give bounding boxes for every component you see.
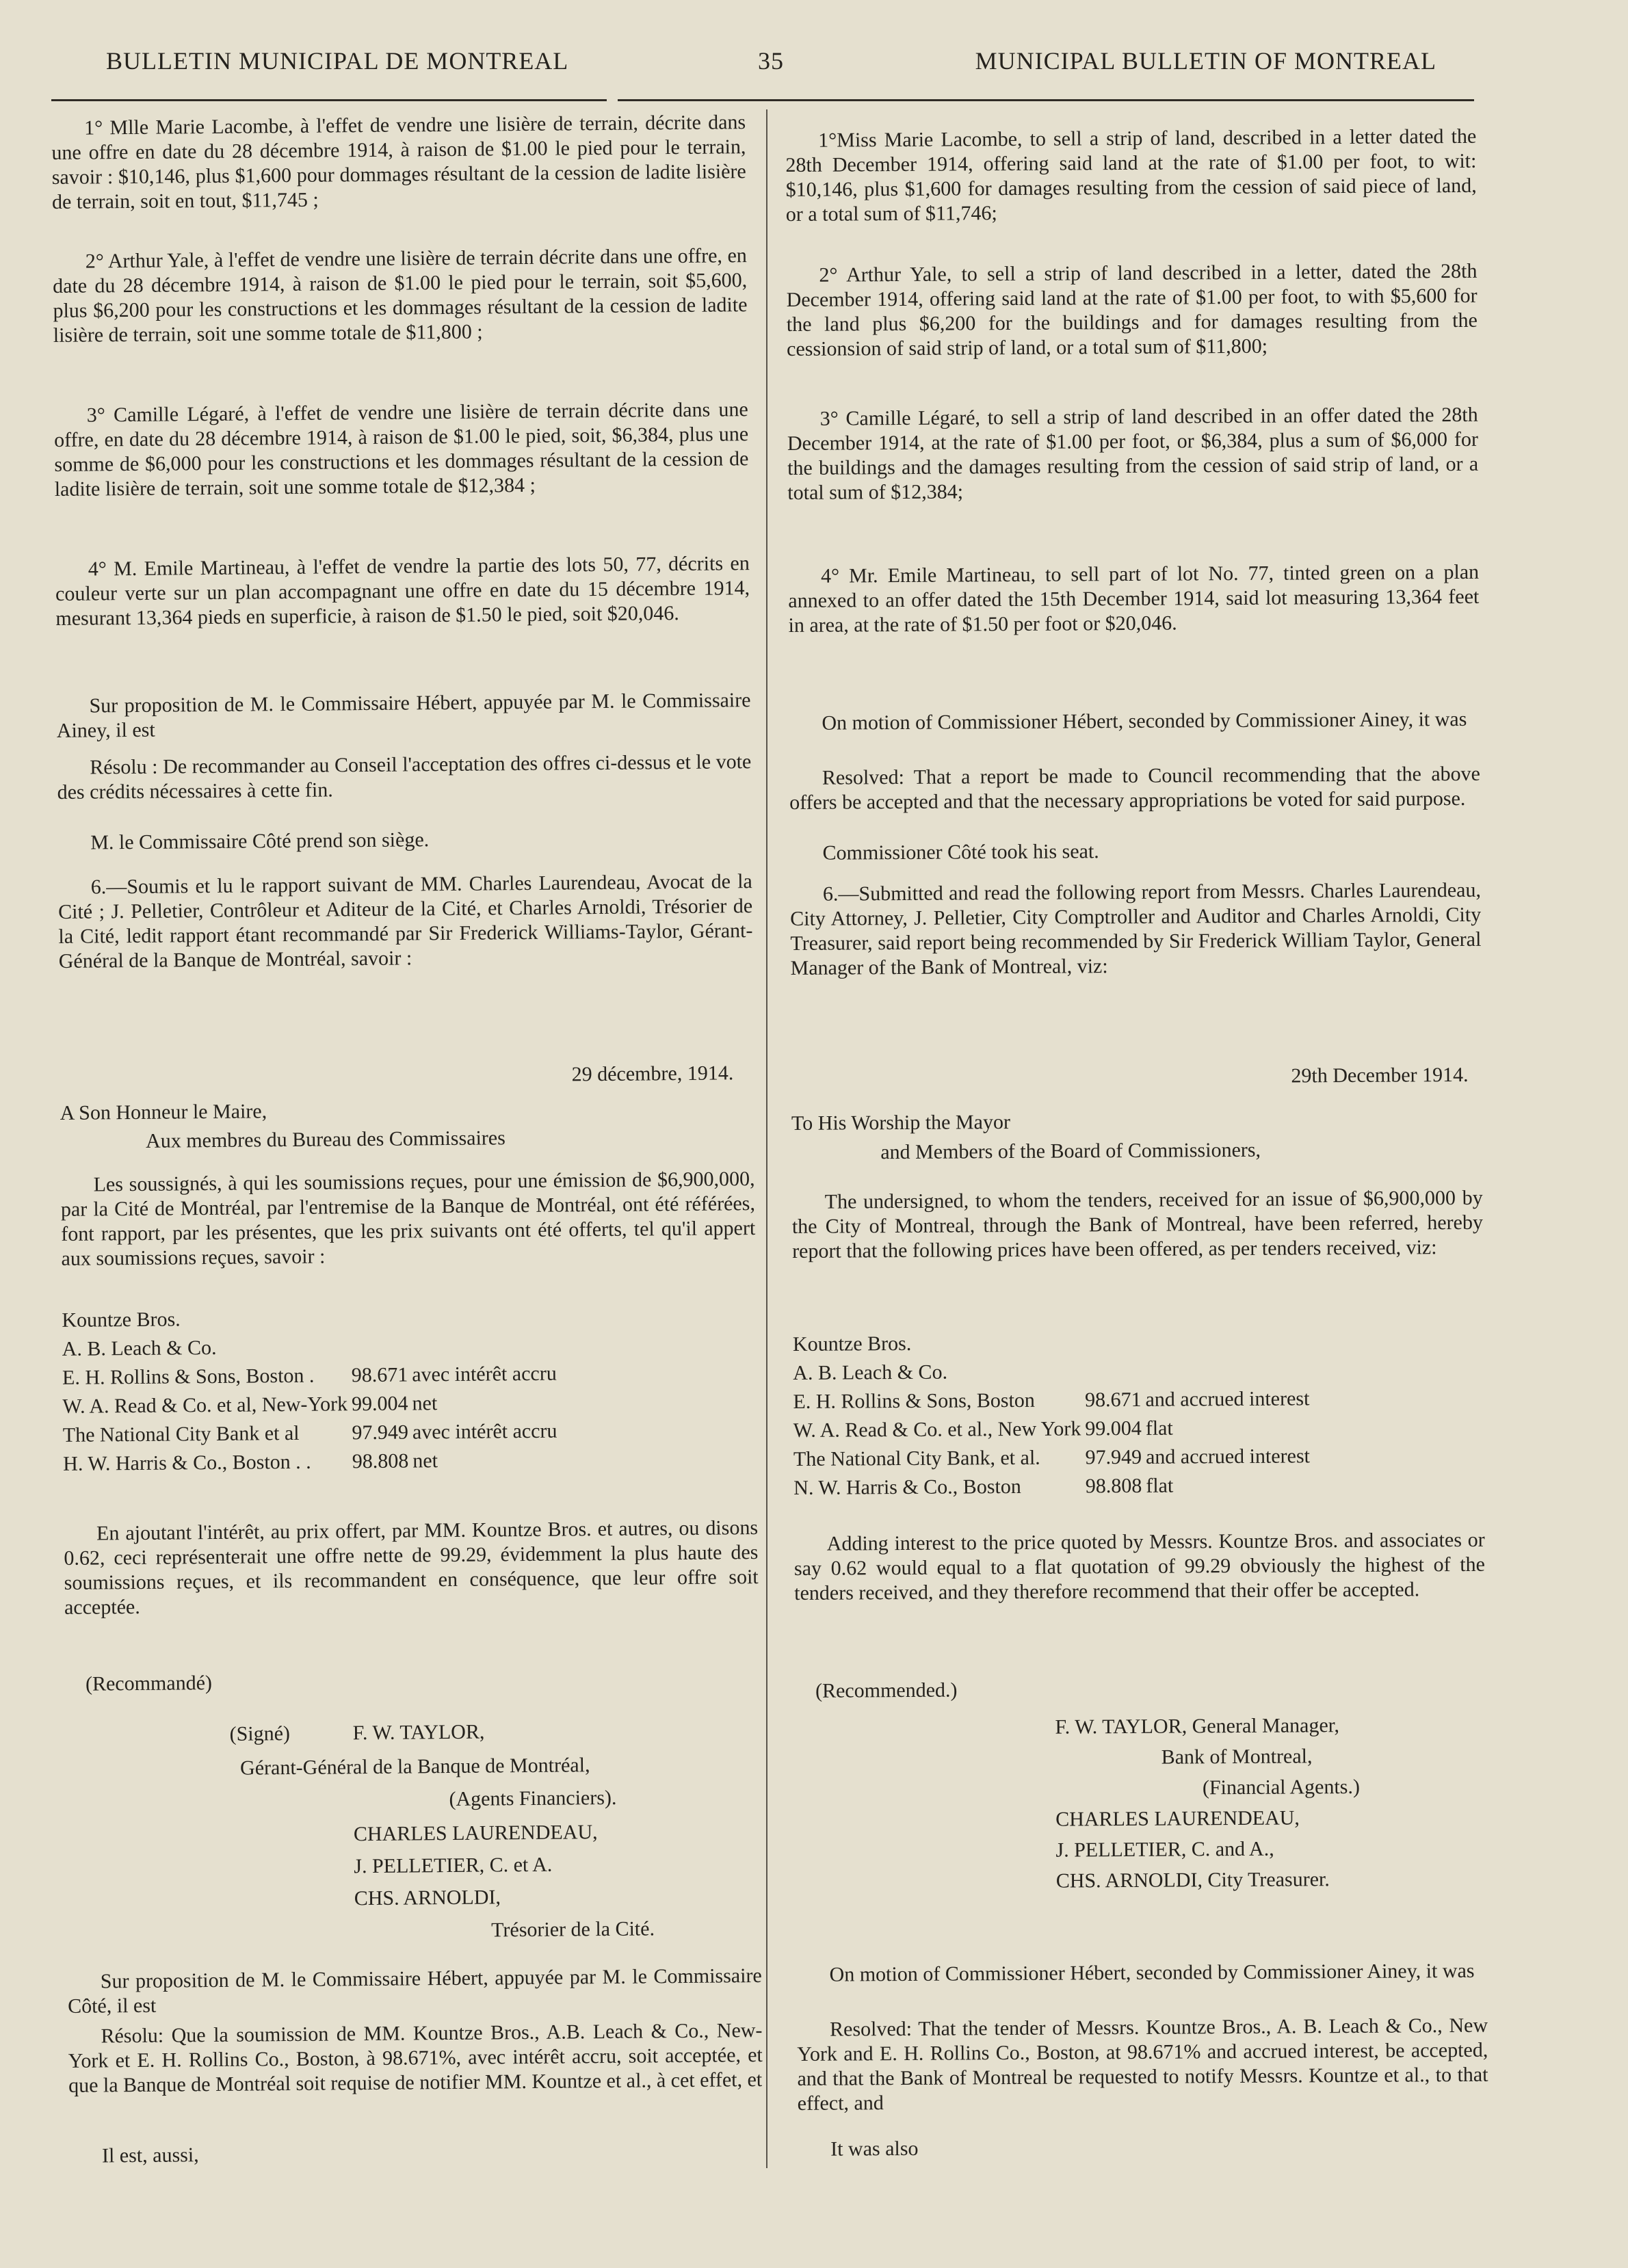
fr-motion-2: Sur proposition de M. le Commissaire Hébert, appuyée par M. le Commissaire Côté, il est xyxy=(67,1964,762,2018)
fr-signature-taylor: F. W. TAYLOR, xyxy=(352,1720,485,1745)
bid-name: W. A. Read & Co. et al, New-York xyxy=(62,1393,348,1418)
en-item-6: 6.—Submitted and read the following report from Messrs. Charles Laurendeau, City Attorney, J. Pelletier, City Comptroller and Auditor and Charles Arnoldi, City Treasurer, said report being recommended by Sir Frederick William Taylor, General Manager of the Bank of Montreal, viz: xyxy=(790,878,1482,979)
fr-also: Il est, aussi, xyxy=(101,2144,199,2167)
en-signature-laurendeau: CHARLES LAURENDEAU, xyxy=(1055,1806,1300,1831)
en-item-2: 2° Arthur Yale, to sell a strip of land described in a letter, dated the 28th December 1914, offering said land at the rate of $1.00 per foot, to with $5,600 for the land plus $6,200 for the buildings and for damages resulting from the cessionsion of said strip of land, or a total sum of $11,800; xyxy=(786,259,1478,360)
bid-terms xyxy=(1145,1356,1313,1386)
fr-report-date: 29 décembre, 1914. xyxy=(571,1062,734,1086)
fr-motion-1: Sur proposition de M. le Commissaire Hébert, appuyée par M. le Commissaire Ainey, il est xyxy=(56,689,751,742)
bid-name: E. H. Rollins & Sons, Boston xyxy=(793,1388,1035,1413)
bid-price xyxy=(1084,1328,1145,1358)
en-signature-pelletier: J. PELLETIER, C. and A., xyxy=(1055,1837,1274,1862)
bid-price: 98.671 xyxy=(1084,1388,1142,1412)
fr-signed-label: (Signé) xyxy=(229,1722,291,1745)
table-row xyxy=(63,1446,562,1479)
bid-terms: avec intérêt accru xyxy=(412,1419,557,1444)
en-bids-table xyxy=(793,1327,1314,1503)
fr-item-3: 3° Camille Légaré, à l'effet de vendre une lisière de terrain décrite dans une offre, en date du 28 décembre 1914, à raison de $1.00 le pied, soit, $6,384, plus une somme de $6,000 pour les constructions et les dommages résultant de la cession de ladite lisière de terrain, soit une somme totale de $12,384 ; xyxy=(53,398,749,501)
fr-cote-seat: M. le Commissaire Côté prend son siège. xyxy=(90,828,430,854)
fr-salutation-2: Aux membres du Bureau des Commissaires xyxy=(145,1126,506,1152)
bid-terms: net xyxy=(412,1392,438,1415)
fr-signature-pelletier: J. PELLETIER, C. et A. xyxy=(354,1853,553,1878)
bid-name: Kountze Bros. xyxy=(62,1308,181,1332)
header-rule-left xyxy=(51,99,607,101)
table-row xyxy=(62,1302,560,1335)
bid-name: W. A. Read & Co. et al., New York xyxy=(793,1417,1081,1442)
en-item-1: 1°Miss Marie Lacombe, to sell a strip of land, described in a letter dated the 28th December 1914, offering said land at the rate of $1.00 per foot, to wit: $10,146, plus $1,600 for damages resulting from the cession of said piece of land, or a total sum of $11,746; xyxy=(785,124,1477,226)
en-signature-agents: (Financial Agents.) xyxy=(1202,1775,1360,1799)
bid-price xyxy=(1085,1357,1146,1386)
bid-name: N. W. Harris & Co., Boston xyxy=(793,1475,1021,1499)
en-cote-seat: Commissioner Côté took his seat. xyxy=(822,840,1099,865)
bid-terms xyxy=(411,1302,560,1332)
table-row xyxy=(793,1327,1313,1359)
fr-signature-agents: (Agents Financiers). xyxy=(449,1786,617,1811)
french-column xyxy=(51,110,763,2167)
fr-salutation-1: A Son Honneur le Maire, xyxy=(60,1100,267,1124)
en-recommended: (Recommended.) xyxy=(815,1678,958,1702)
table-row xyxy=(793,1471,1314,1503)
en-motion-1: On motion of Commissioner Hébert, seconded by Commissioner Ainey, it was xyxy=(822,707,1467,735)
en-resolution-1: Resolved: That a report be made to Council recommending that the above offers be accepted and that the necessary appropriations be voted for said purpose. xyxy=(789,762,1480,814)
bid-price: 97.949 xyxy=(352,1421,409,1445)
bid-terms: and accrued interest xyxy=(1145,1445,1311,1468)
table-row xyxy=(63,1417,562,1450)
header-rule-right xyxy=(618,99,1474,101)
bid-terms: flat xyxy=(1146,1474,1174,1497)
fr-signature-laurendeau: CHARLES LAURENDEAU, xyxy=(353,1821,598,1846)
en-motion-2: On motion of Commissioner Hébert, seconded by Commissioner Ainey, it was xyxy=(829,1959,1475,1986)
header-left-title: BULLETIN MUNICIPAL DE MONTREAL xyxy=(106,47,569,75)
en-adding-interest: Adding interest to the price quoted by Messrs. Kountze Bros. and associates or say 0.62 would equal to a flat quotation of 99.29 obviously the highest of the tenders received, and they therefore recommend that their offer be accepted. xyxy=(793,1528,1486,1605)
bid-price xyxy=(351,1332,412,1361)
fr-signature-arnoldi: CHS. ARNOLDI, xyxy=(354,1886,501,1910)
page-number: 35 xyxy=(758,47,784,75)
bid-name: The National City Bank et al xyxy=(62,1421,300,1447)
bid-price: 98.808 xyxy=(352,1449,409,1473)
en-salutation-2: and Members of the Board of Commissioners, xyxy=(880,1138,1261,1164)
bid-terms: and accrued interest xyxy=(1145,1387,1310,1411)
table-row xyxy=(62,1388,561,1421)
fr-signature-treasurer: Trésorier de la Cité. xyxy=(491,1917,655,1942)
bid-terms xyxy=(412,1331,561,1361)
bid-price: 98.671 xyxy=(351,1363,408,1387)
table-row xyxy=(793,1413,1314,1445)
table-row xyxy=(793,1356,1313,1388)
bid-terms: net xyxy=(412,1449,438,1473)
fr-item-6: 6.—Soumis et lu le rapport suivant de MM. Charles Laurendeau, Avocat de la Cité ; J. Pelletier, Contrôleur et Aditeur de la Cité, et Charles Arnoldi, Trésorier de la Cité, ledit rapport étant recommandé par Sir Frederick Williams-Taylor, Gérant-Général de la Banque de Montréal, savoir : xyxy=(58,870,753,973)
en-item-3: 3° Camille Légaré, to sell a strip of land described in an offer dated the 28th December 1914, at the rate of $1.00 per foot, or $6,384, plus a sum of $6,000 for the buildings and the damages resulting from the cession of said strip of land, or a total sum of $12,384; xyxy=(787,403,1479,504)
en-signature-arnoldi: CHS. ARNOLDI, City Treasurer. xyxy=(1055,1868,1330,1893)
table-row xyxy=(793,1442,1314,1474)
fr-item-2: 2° Arthur Yale, à l'effet de vendre une lisière de terrain décrite dans une offre, en date du 28 décembre 1914, à raison de $1.00 le pied pour le terrain, soit $5,600, plus $6,200 pour les constructions et les dommages résultant de la cession de ladite lisière de terrain, soit une somme totale de $11,800 ; xyxy=(53,244,748,347)
bid-name: E. H. Rollins & Sons, Boston . xyxy=(62,1364,315,1389)
fr-recommended: (Recommandé) xyxy=(85,1672,213,1696)
fr-bids-table xyxy=(62,1302,562,1479)
bid-price: 98.808 xyxy=(1085,1474,1142,1498)
bid-price: 99.004 xyxy=(351,1392,408,1416)
en-report-date: 29th December 1914. xyxy=(1291,1063,1469,1087)
fr-report-body: Les soussignés, à qui les soumissions reçues, pour une émission de $6,900,000, par la Cité de Montréal, par l'entremise de la Banque de Montréal, ont été référées, font rapport, par les présentes, que les prix suivants ont été offerts, tel qu'il appert aux soumissions reçues, savoir : xyxy=(60,1168,756,1270)
english-column xyxy=(785,112,1488,2161)
fr-item-4: 4° M. Emile Martineau, à l'effet de vendre la partie des lots 50, 77, décrits en couleur verte sur un plan accompagnant une offre en date du 15 décembre 1914, mesurant 13,364 pieds en superficie, à raison de $1.50 le pied, soit $20,046. xyxy=(55,552,750,630)
en-signature-taylor: F. W. TAYLOR, General Manager, xyxy=(1055,1714,1340,1739)
en-item-4: 4° Mr. Emile Martineau, to sell part of lot No. 77, tinted green on a plan annexed to an offer dated the 15th December 1914, said lot measuring 13,364 feet in area, at the rate of $1.50 per foot or $20,046. xyxy=(788,560,1480,637)
bid-name: H. W. Harris & Co., Boston . . xyxy=(63,1450,311,1475)
en-resolution-2: Resolved: That the tender of Messrs. Kountze Bros., A. B. Leach & Co., New York and E. H. Rollins Co., Boston, at 98.671% and accrued interest, be accepted, and that the Bank of Montreal be requested to notify Messrs. Kountze et al., to that effect, and xyxy=(797,2014,1488,2115)
table-row xyxy=(62,1360,561,1393)
bid-terms: flat xyxy=(1145,1416,1173,1440)
en-also: It was also xyxy=(830,2137,919,2161)
bid-terms xyxy=(1145,1327,1313,1357)
bid-price: 99.004 xyxy=(1085,1416,1142,1440)
bid-name: The National City Bank, et al. xyxy=(793,1446,1040,1471)
bid-terms: avec intérêt accru xyxy=(412,1362,557,1386)
fr-resolution-2: Résolu: Que la soumission de MM. Kountze Bros., A.B. Leach & Co., New-York et E. H. Rollins Co., Boston, à 98.671%, avec intérêt accru, soit acceptée, et que la Banque de Montréal soit requise de notifier MM. Kountze et al., à cet effet, et xyxy=(68,2019,763,2097)
bid-name: A. B. Leach & Co. xyxy=(62,1336,217,1360)
bid-name: A. B. Leach & Co. xyxy=(793,1360,948,1384)
en-signature-bank: Bank of Montreal, xyxy=(1161,1745,1313,1769)
bid-name: Kountze Bros. xyxy=(792,1332,912,1356)
table-row xyxy=(62,1331,561,1364)
bid-price: 97.949 xyxy=(1085,1445,1142,1469)
table-row xyxy=(793,1384,1313,1416)
column-divider xyxy=(766,109,767,2168)
en-salutation-1: To His Worship the Mayor xyxy=(791,1111,1011,1135)
fr-item-1: 1° Mlle Marie Lacombe, à l'effet de vendre une lisière de terrain, décrite dans une offre en date du 28 décembre 1914, à raison de $1.00 le pied pour le terrain, savoir : $10,146, plus $1,600 pour dommages résultant de la cession de ladite lisière de terrain, soit en tout, $11,745 ; xyxy=(51,111,746,213)
fr-resolution-1: Résolu : De recommander au Conseil l'acceptation des offres ci-dessus et le vote des crédits nécessaires à cette fin. xyxy=(57,750,752,804)
header-right-title: MUNICIPAL BULLETIN OF MONTREAL xyxy=(975,47,1436,75)
fr-adding-interest: En ajoutant l'intérêt, au prix offert, par MM. Kountze Bros. et autres, ou disons 0.62, ceci représenterait une offre nette de 99.29, évidemment la plus haute des soumissions reçues, et ils recommandent en conséquence, que leur offre soit acceptée. xyxy=(64,1516,759,1619)
bid-price xyxy=(351,1303,412,1332)
fr-signature-title: Gérant-Général de la Banque de Montréal, xyxy=(239,1754,590,1780)
en-report-body: The undersigned, to whom the tenders, received for an issue of $6,900,000 by the City of Montreal, through the Bank of Montreal, have been referred, hereby report that the following prices have been offered, as per tenders received, viz: xyxy=(791,1186,1483,1263)
